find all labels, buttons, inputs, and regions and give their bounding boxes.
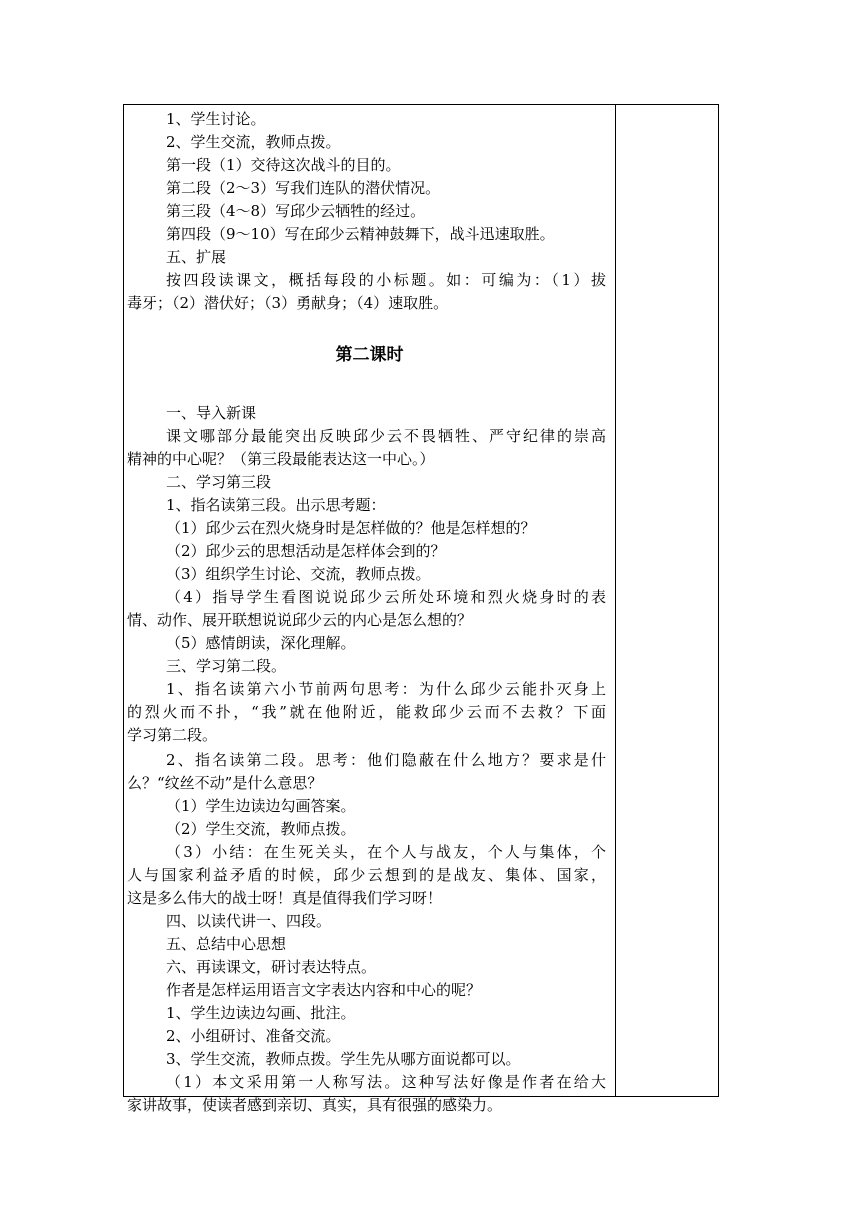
text-line: 毒牙；（2）潜伏好；（3）勇献身；（4）速取胜。 [127,294,449,312]
text-line: 1、指名读第六小节前两句思考：为什么邱少云能扑灭身上 [166,680,606,698]
text-line: 第四段（9～10）写在邱少云精神鼓舞下，战斗迅速取胜。 [166,225,555,243]
text-line: 第三段（4～8）写邱少云牺牲的经过。 [166,202,426,220]
text-line: 1、学生边读边勾画、批注。 [166,1004,356,1022]
text-line: 一、导入新课 [166,404,257,422]
text-line: 2、指名读第二段。思考：他们隐蔽在什么地方？要求是什 [166,751,606,769]
text-line: （3）小结：在生死关头，在个人与战友，个人与集体，个 [166,843,606,861]
text-line: 的烈火而不扑，“我”就在他附近，能救邱少云而不去救？下面 [127,703,606,721]
text-line: 精神的中心呢？（第三段最能表达这一中心。） [127,450,435,468]
text-line: 家讲故事，使读者感到亲切、真实，具有很强的感染力。 [127,1096,503,1114]
text-line: （1）邱少云在烈火烧身时是怎样做的？他是怎样想的？ [166,519,536,537]
lesson-content-cell [124,105,615,1114]
notes-column [616,105,718,1096]
text-line: 六、再读课文，研讨表达特点。 [166,958,377,976]
text-line: （2）邱少云的思想活动是怎样体会到的？ [166,542,446,560]
text-line: 3、学生交流，教师点拨。学生先从哪方面说都可以。 [166,1050,521,1068]
text-line: 人与国家利益矛盾的时候，邱少云想到的是战友、集体、国家， [127,866,606,884]
text-line: 五、总结中心思想 [166,935,287,953]
text-line: 情、动作、展开联想说说邱少云的内心是怎么想的？ [127,611,473,629]
text-line: 三、学习第二段。 [166,657,287,675]
text-line: 按四段读课文，概括每段的小标题。如：可编为：（1）拔 [166,271,606,289]
text-line: （1）学生边读边勾画答案。 [166,797,356,815]
text-line: （4）指导学生看图说说邱少云所处环境和烈火烧身时的表 [166,588,606,606]
text-line: （5）感情朗读，深化理解。 [166,634,356,652]
text-line: 1、指名读第三段。出示思考题： [166,496,386,514]
text-line: 四、以读代讲一、四段。 [166,912,332,930]
text-line: （3）组织学生讨论、交流，教师点拨。 [166,565,431,583]
text-line: 么？“纹丝不动”是什么意思？ [127,774,323,792]
text-line: 这是多么伟大的战士呀！真是值得我们学习呀！ [127,889,443,907]
text-line: 1、学生讨论。 [166,110,266,128]
text-line: 作者是怎样运用语言文字表达内容和中心的呢？ [166,981,482,999]
text-line: 五、扩展 [166,248,227,266]
text-line: 课文哪部分最能突出反映邱少云不畏牺牲、严守纪律的崇高 [166,427,606,445]
text-line: 学习第二段。 [127,726,218,744]
lesson-plan-table [123,104,719,1114]
text-line: （2）学生交流，教师点拨。 [166,820,356,838]
text-line: 二、学习第三段 [166,473,272,491]
text-line: 第二段（2～3）写我们连队的潜伏情况。 [166,179,441,197]
text-line: 2、小组研讨、准备交流。 [166,1027,341,1045]
section-heading: 第二课时 [335,345,404,365]
text-line: 2、学生交流，教师点拨。 [166,133,341,151]
text-line: （1）本文采用第一人称写法。这种写法好像是作者在给大 [166,1073,606,1091]
text-line: 第一段（1）交待这次战斗的目的。 [166,156,401,174]
